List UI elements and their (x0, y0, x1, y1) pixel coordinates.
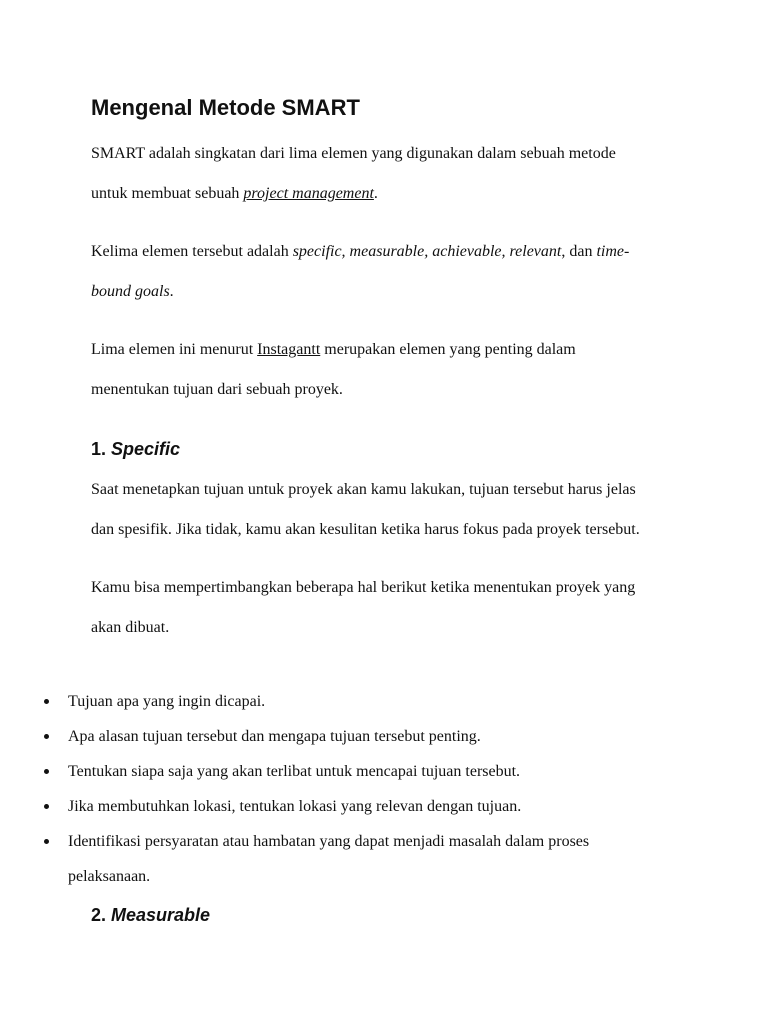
section-number: 1. (91, 439, 112, 459)
text-line: SMART adalah singkatan dari lima elemen yang digunakan dalam sebuah metode (91, 145, 616, 162)
text-line: Saat menetapkan tujuan untuk proyek akan kamu lakukan, tujuan tersebut harus jelas (91, 481, 636, 498)
text-line: akan dibuat. (91, 619, 170, 636)
instagantt-link[interactable]: Instagantt (257, 341, 321, 358)
intro-paragraph-2 (91, 232, 691, 312)
intro-paragraph-3 (91, 330, 691, 410)
text-line (91, 232, 691, 272)
list-item-text: Apa alasan tujuan tersebut dan mengapa tujuan tersebut penting. (68, 728, 481, 745)
text-span: , dan (561, 243, 597, 260)
section-heading-specific (91, 437, 180, 461)
text-span: Lima elemen ini menurut (91, 341, 258, 358)
italic-text: bound goals (91, 283, 170, 300)
list-item (0, 824, 589, 894)
bullet-icon (44, 804, 49, 809)
text-span: . (373, 185, 378, 202)
text-line (91, 174, 691, 214)
list-item (0, 719, 589, 754)
section-number: 2. (91, 905, 112, 925)
list-item-text: Jika membutuhkan lokasi, tentukan lokasi yang relevan dengan tujuan. (68, 798, 522, 815)
list-item (0, 684, 589, 719)
bullet-icon (44, 769, 49, 774)
list-item-continuation: pelaksanaan. (68, 868, 151, 885)
project-management-link[interactable]: project management (243, 185, 374, 202)
text-line (91, 330, 691, 370)
text-line: Kamu bisa mempertimbangkan beberapa hal berikut ketika menentukan proyek yang (91, 579, 636, 596)
text-span: untuk membuat sebuah (91, 185, 244, 202)
text-line: dan spesifik. Jika tidak, kamu akan kesulitan ketika harus fokus pada proyek tersebut. (91, 521, 640, 538)
specific-paragraph-1 (91, 470, 691, 550)
list-item-text: Tentukan siapa saja yang akan terlibat untuk mencapai tujuan tersebut. (68, 763, 521, 780)
list-item (0, 789, 589, 824)
bullet-list (0, 684, 589, 894)
text-span: Kelima elemen tersebut adalah (91, 243, 293, 260)
page-title: Mengenal Metode SMART (91, 95, 360, 120)
text-span: . (169, 283, 174, 300)
bullet-icon (44, 734, 49, 739)
section-title: Specific (111, 439, 181, 459)
text-line (91, 272, 691, 312)
section-title: Measurable (111, 905, 211, 925)
specific-paragraph-2 (91, 568, 691, 648)
bullet-icon (44, 699, 49, 704)
text-line: menentukan tujuan dari sebuah proyek. (91, 381, 343, 398)
section-heading-measurable (91, 903, 210, 927)
italic-text: specific, measurable, achievable, relevant (292, 243, 562, 260)
list-item (0, 754, 589, 789)
italic-text: time- (596, 243, 630, 260)
list-item-text: Identifikasi persyaratan atau hambatan yang dapat menjadi masalah dalam proses (68, 833, 590, 850)
text-span: merupakan elemen yang penting dalam (320, 341, 576, 358)
list-item-text: Tujuan apa yang ingin dicapai. (68, 693, 266, 710)
bullet-icon (44, 839, 49, 844)
intro-paragraph-1 (91, 134, 691, 214)
